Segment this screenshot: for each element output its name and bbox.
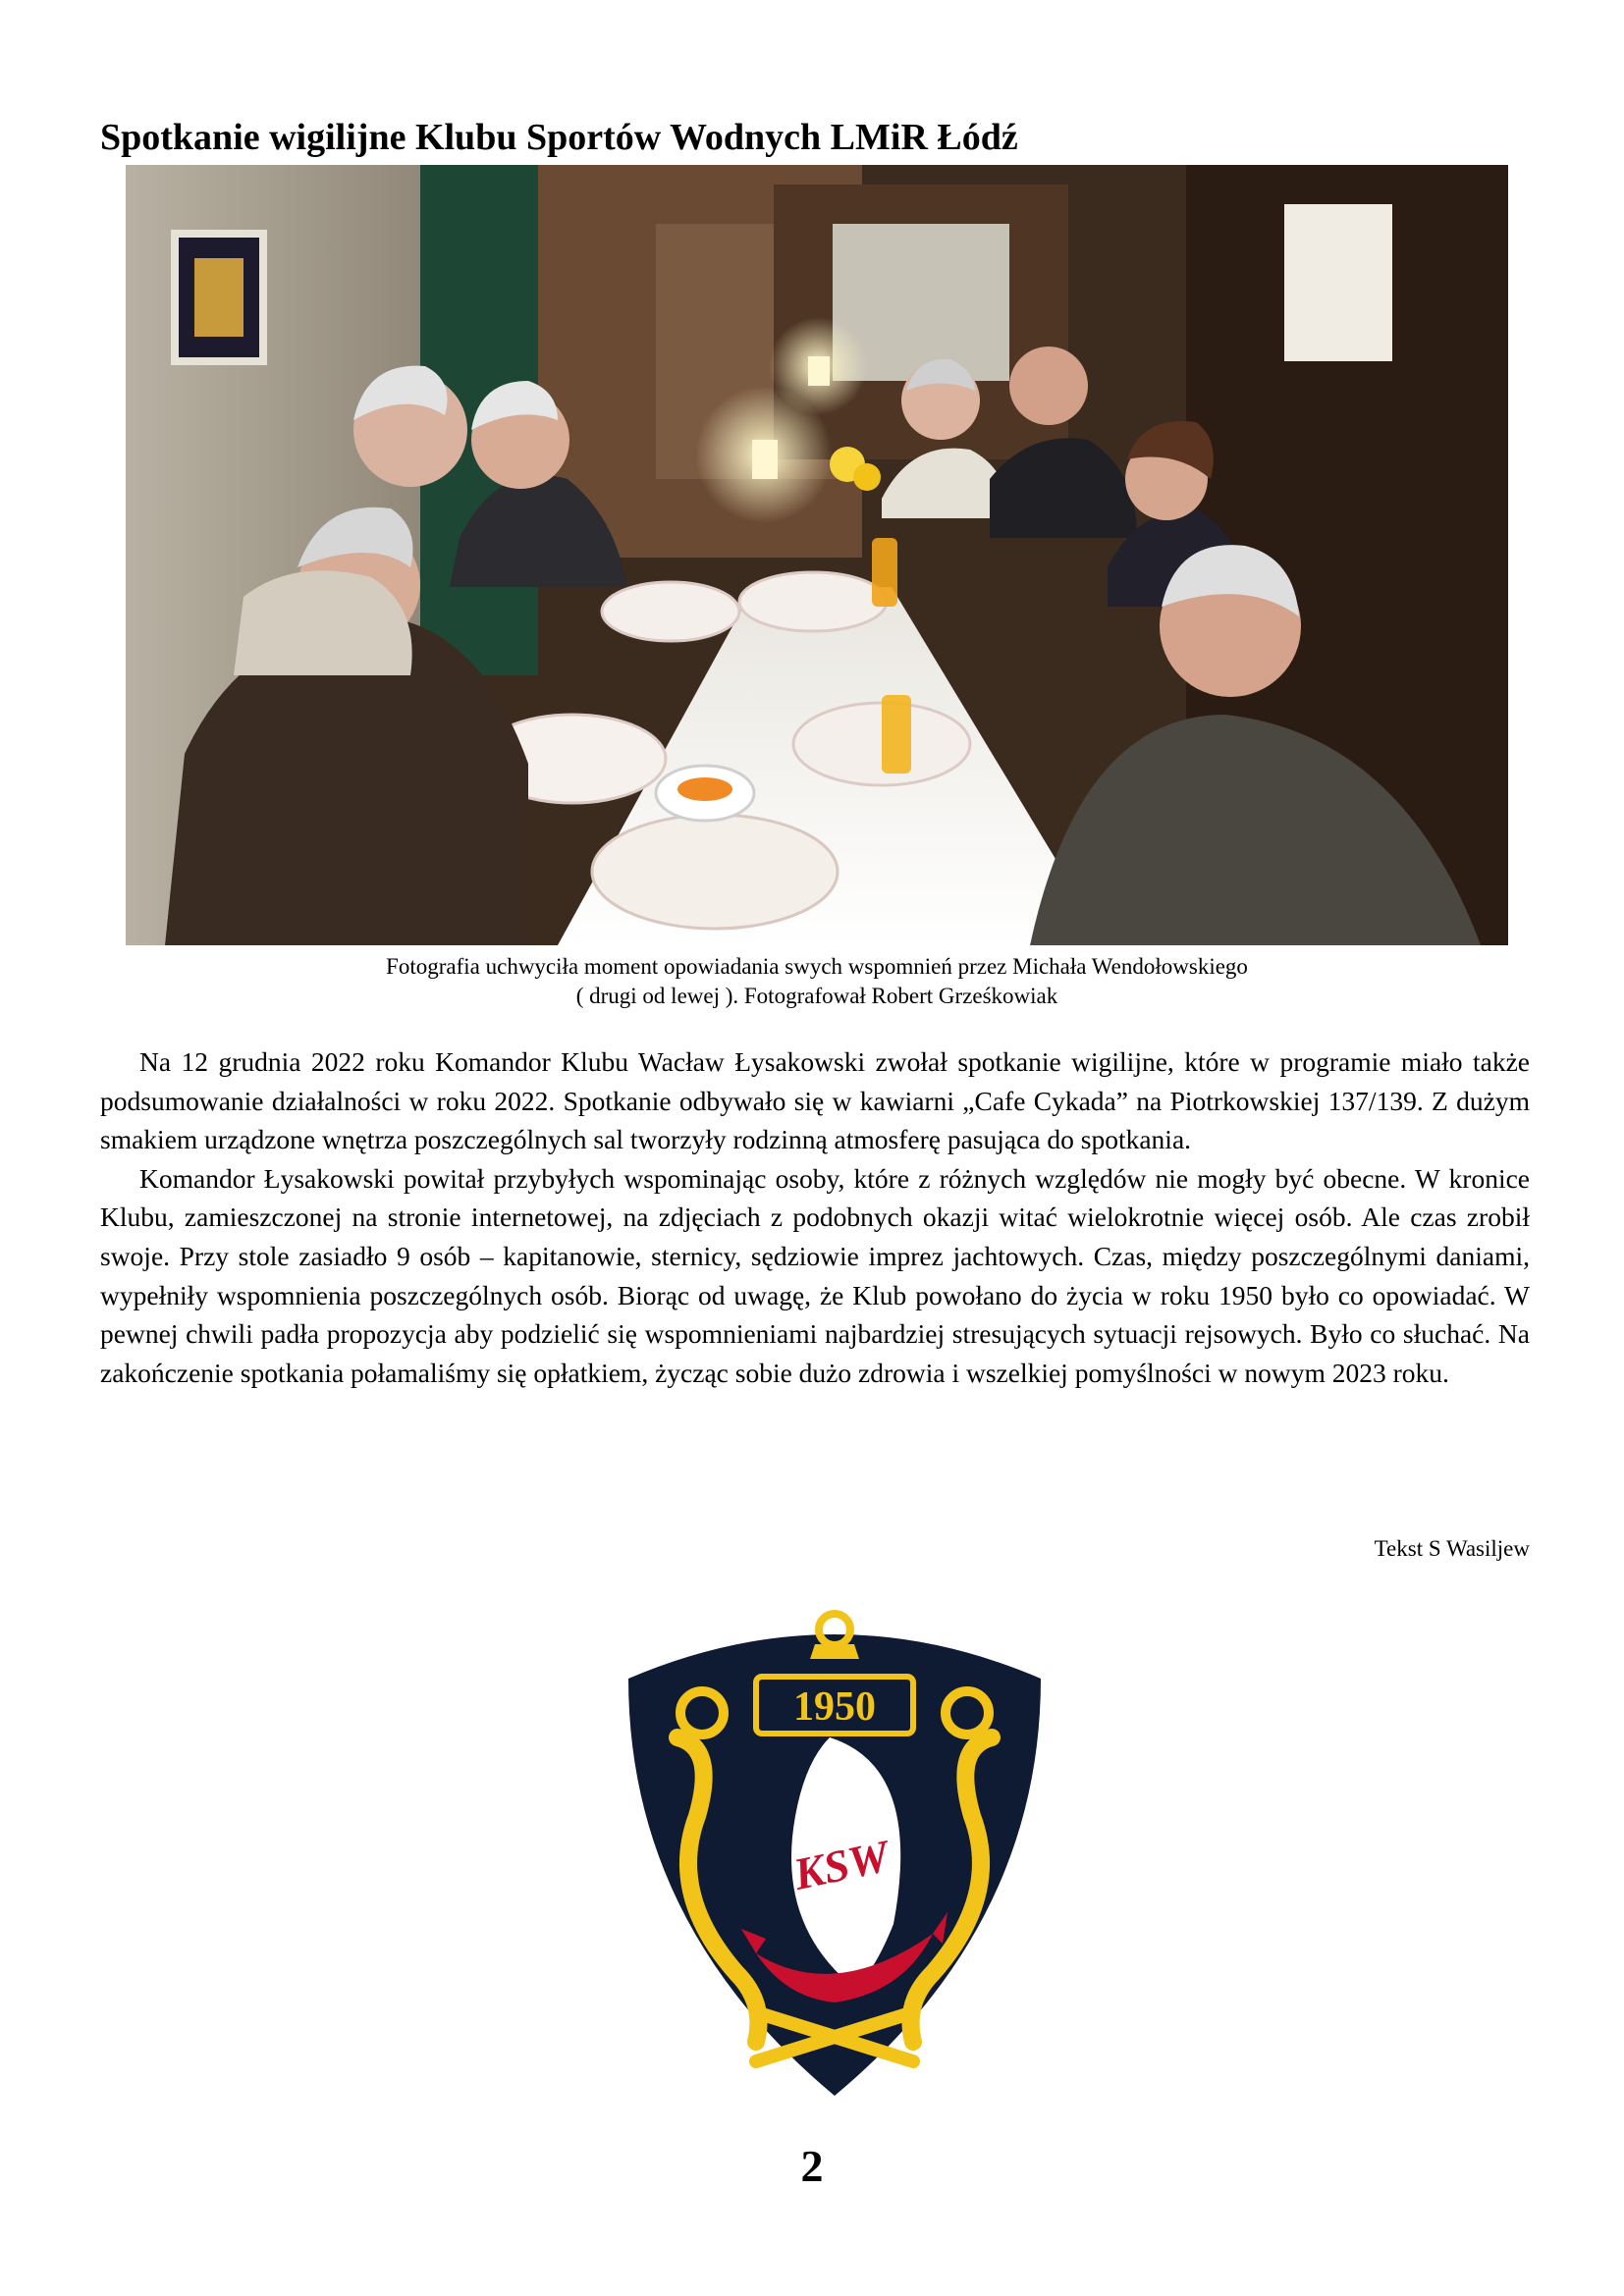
page-number: 2 xyxy=(800,2141,824,2191)
article-title: Spotkanie wigilijne Klubu Sportów Wodnych LMiR Łódź xyxy=(100,117,1018,158)
article-body xyxy=(100,1042,1530,1392)
dinner-photo-image xyxy=(126,165,1508,945)
paragraph: Komandor Łysakowski powitał przybyłych wspominając osoby, które z różnych względów nie mogły być obecne. W kronice Klubu, zamieszczonej na stronie internetowej, na zdjęciach z podobnych okazji witać wielokrotnie więcej osób. Ale czas zrobił swoje. Przy stole zasiadło 9 osób – kapitanowie, sternicy, sędziowie imprez jachtowych. Czas, między poszczególnymi daniami, wypełniły wspomnienia poszczególnych osób. Biorąc od uwagę, że Klub powołano do życia w roku 1950 było co opowiadać. W pewnej chwili padła propozycja aby podzielić się wspomnieniami najbardziej stresujących sytuacji rejsowych. Było co słuchać. Na zakończenie spotkania połamaliśmy się opłatkiem, życząc sobie dużo zdrowia i wszelkiej pomyślności w nowym 2023 roku. xyxy=(100,1162,1530,1388)
author-credit: Tekst S Wasiljew xyxy=(1374,1536,1530,1561)
paragraph: Na 12 grudnia 2022 roku Komandor Klubu Wacław Łysakowski zwołał spotkanie wigilijne, które w programie miało także podsumowanie działalności w roku 2022. Spotkanie odbywało się w kawiarni „Cafe Cykada” na Piotrkowskiej 137/139. Z dużym smakiem urządzone wnętrza poszczególnych sal tworzyły rodzinną atmosferę pasująca do spotkania. xyxy=(100,1046,1530,1155)
club-emblem xyxy=(609,1600,1060,2101)
dinner-photo xyxy=(126,165,1508,945)
caption-line-1: Fotografia uchwyciła moment opowiadania swych wspomnień przez Michała Wendołowskiego xyxy=(386,954,1248,979)
emblem-monogram: KSW xyxy=(788,1830,893,1899)
caption-line-2: ( drugi od lewej ). Fotografował Robert Grześkowiak xyxy=(575,984,1058,1008)
photo-caption xyxy=(126,952,1508,1011)
emblem-year: 1950 xyxy=(793,1684,876,1730)
club-emblem-image xyxy=(609,1600,1060,2101)
